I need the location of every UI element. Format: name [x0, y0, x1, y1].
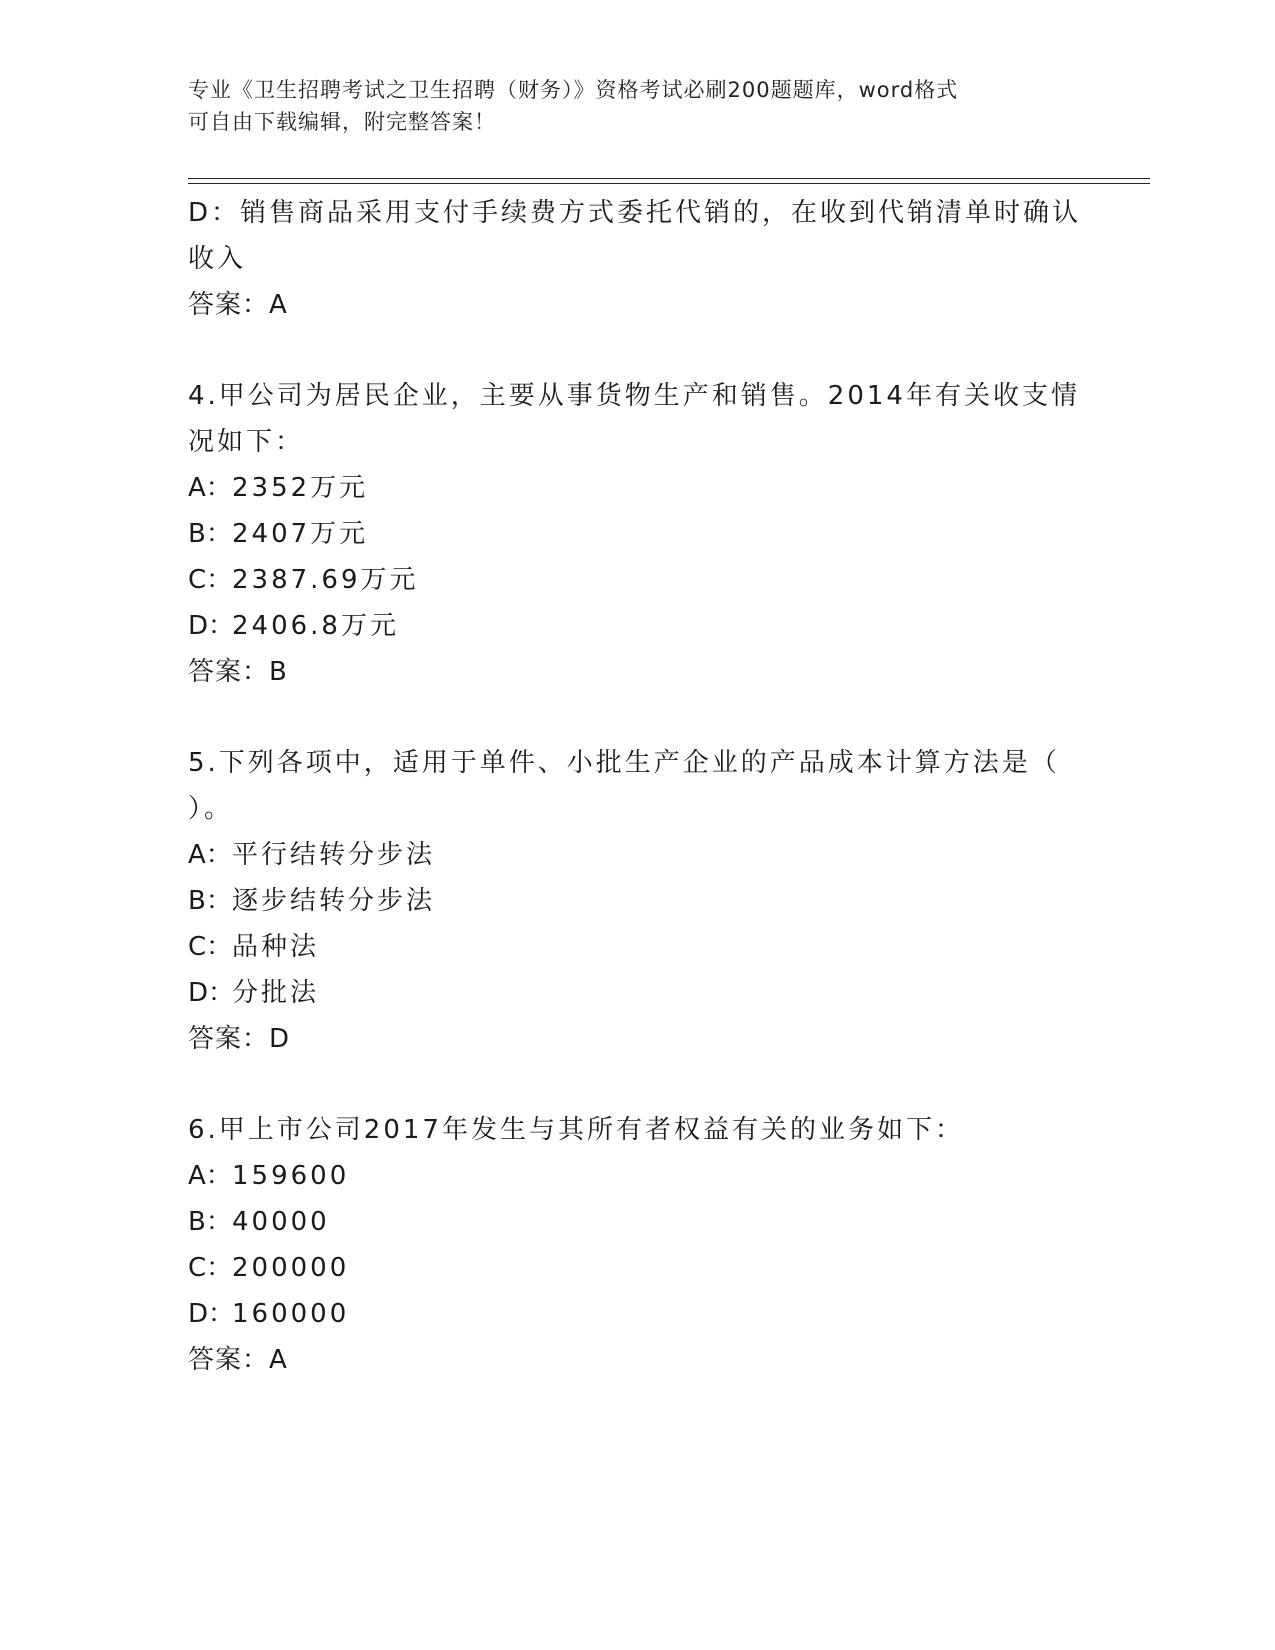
question-5-text-line2: ）。: [188, 794, 234, 824]
header-divider-bottom: [188, 183, 1150, 184]
option-label: A：: [188, 840, 232, 870]
question-4-answer: 答案：B: [188, 657, 288, 687]
header-divider-top: [188, 178, 1150, 179]
question-6-option-d: [188, 1291, 1088, 1337]
option-text: 200000: [232, 1253, 350, 1283]
document-body: [188, 190, 1088, 1383]
question-6-option-b: [188, 1199, 1088, 1245]
option-label: C：: [188, 565, 233, 595]
option-text: 2387.69万元: [232, 565, 419, 595]
spacer: [188, 695, 1088, 740]
question-5-option-a: [188, 832, 1088, 878]
document-header: [188, 74, 1088, 138]
question-5: [188, 740, 1088, 1062]
prev-option-d-line2: 收入: [188, 244, 247, 274]
question-4-option-a: [188, 465, 1088, 511]
option-text: 2406.8万元: [232, 611, 399, 641]
question-6-answer: 答案：A: [188, 1345, 288, 1375]
option-label: C：: [188, 932, 233, 962]
question-5-text-line1: 5.下列各项中，适用于单件、小批生产企业的产品成本计算方法是（: [188, 748, 1060, 778]
question-4-option-d: [188, 603, 1088, 649]
option-text: 平行结转分步法: [232, 840, 436, 870]
spacer: [188, 1062, 1088, 1107]
question-5-answer: 答案：D: [188, 1024, 291, 1054]
option-label: B：: [188, 1207, 232, 1237]
option-label: A：: [188, 473, 232, 503]
question-5-option-c: [188, 924, 1088, 970]
option-text: 品种法: [232, 932, 320, 962]
prev-question-block: [188, 190, 1088, 328]
option-label: B：: [188, 519, 232, 549]
question-4-option-b: [188, 511, 1088, 557]
question-4-option-c: [188, 557, 1088, 603]
question-4-text-line2: 况如下：: [188, 427, 305, 457]
option-text: 分批法: [232, 978, 320, 1008]
option-text: 159600: [232, 1161, 350, 1191]
option-text: 2407万元: [232, 519, 369, 549]
question-5-option-d: [188, 970, 1088, 1016]
spacer: [188, 328, 1088, 373]
question-6-text-line1: 6.甲上市公司2017年发生与其所有者权益有关的业务如下：: [188, 1115, 964, 1145]
option-label: D：: [188, 1299, 235, 1329]
prev-option-d-line1: D：销售商品采用支付手续费方式委托代销的，在收到代销清单时确认: [188, 198, 1082, 228]
option-text: 2352万元: [232, 473, 369, 503]
question-4-text-line1: 4.甲公司为居民企业，主要从事货物生产和销售。2014年有关收支情: [188, 381, 1080, 411]
header-title-line1: 专业《卫生招聘考试之卫生招聘（财务）》资格考试必刷200题题库，word格式: [188, 78, 959, 102]
option-label: C：: [188, 1253, 233, 1283]
option-label: D：: [188, 978, 235, 1008]
question-6: [188, 1107, 1088, 1383]
question-6-option-a: [188, 1153, 1088, 1199]
option-label: B：: [188, 886, 232, 916]
option-text: 40000: [232, 1207, 330, 1237]
question-6-option-c: [188, 1245, 1088, 1291]
question-4: [188, 373, 1088, 695]
option-label: A：: [188, 1161, 232, 1191]
option-label: D：: [188, 611, 235, 641]
question-5-option-b: [188, 878, 1088, 924]
option-text: 160000: [232, 1299, 350, 1329]
header-title-line2: 可自由下载编辑，附完整答案！: [188, 110, 496, 134]
option-text: 逐步结转分步法: [232, 886, 436, 916]
prev-answer: 答案：A: [188, 290, 288, 320]
